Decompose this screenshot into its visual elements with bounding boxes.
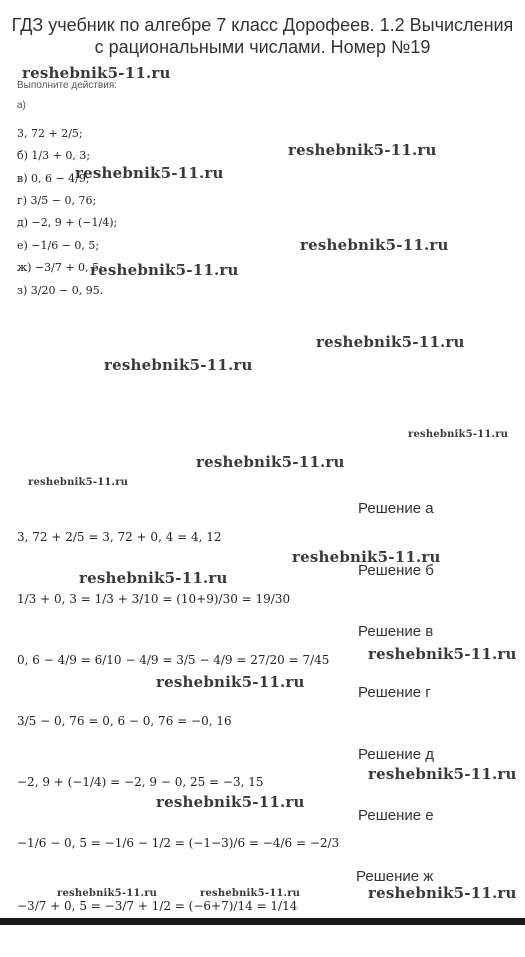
watermark: reshebnik5-11.ru xyxy=(288,141,437,159)
task-item: 3, 72 + 2/5; xyxy=(17,127,83,140)
solution-heading: Решение г xyxy=(358,684,431,701)
task-item: д) −2, 9 + (−1/4); xyxy=(17,216,118,229)
watermark: reshebnik5-11.ru xyxy=(300,236,449,254)
task-item: з) 3/20 − 0, 95. xyxy=(17,284,104,297)
watermark: reshebnik5-11.ru xyxy=(368,765,517,783)
solution-text: −1/6 − 0, 5 = −1/6 − 1/2 = (−1−3)/6 = −4/6 = −2/3 xyxy=(17,836,340,850)
watermark: reshebnik5-11.ru xyxy=(22,64,171,82)
solution-heading: Решение а xyxy=(358,500,434,517)
task-item: ж) −3/7 + 0, 5; xyxy=(17,261,103,274)
page-title: ГДЗ учебник по алгебре 7 класс Дорофеев. 1.2 Вычисления с рациональными числами. Номер №19 xyxy=(11,15,514,57)
task-item: г) 3/5 − 0, 76; xyxy=(17,194,97,207)
watermark: reshebnik5-11.ru xyxy=(316,333,465,351)
solution-text: 3, 72 + 2/5 = 3, 72 + 0, 4 = 4, 12 xyxy=(17,530,222,544)
watermark: reshebnik5-11.ru xyxy=(368,884,517,902)
solution-text: 1/3 + 0, 3 = 1/3 + 3/10 = (10+9)/30 = 19/30 xyxy=(17,592,291,606)
solution-text: −2, 9 + (−1/4) = −2, 9 − 0, 25 = −3, 15 xyxy=(17,775,264,789)
watermark: reshebnik5-11.ru xyxy=(104,356,253,374)
watermark: reshebnik5-11.ru xyxy=(90,261,239,279)
solution-text: 0, 6 − 4/9 = 6/10 − 4/9 = 3/5 − 4/9 = 27/20 = 7/45 xyxy=(17,653,330,667)
task-item: б) 1/3 + 0, 3; xyxy=(17,149,91,162)
solution-heading: Решение ж xyxy=(356,868,434,885)
watermark: reshebnik5-11.ru xyxy=(28,477,129,488)
solution-heading: Решение в xyxy=(358,623,434,640)
watermark: reshebnik5-11.ru xyxy=(408,429,509,440)
solution-heading: Решение е xyxy=(358,807,434,824)
bottom-bar xyxy=(0,918,525,925)
watermark: reshebnik5-11.ru xyxy=(292,548,441,566)
watermark: reshebnik5-11.ru xyxy=(57,888,158,899)
watermark: reshebnik5-11.ru xyxy=(196,453,345,471)
task-item: е) −1/6 − 0, 5; xyxy=(17,239,100,252)
watermark: reshebnik5-11.ru xyxy=(156,793,305,811)
solution-heading: Решение д xyxy=(358,746,434,763)
task-item: в) 0, 6 − 4/9; xyxy=(17,172,90,185)
instruction-text: Выполните действия: xyxy=(17,80,118,91)
task-item: а) xyxy=(17,100,26,111)
solution-text: 3/5 − 0, 76 = 0, 6 − 0, 76 = −0, 16 xyxy=(17,714,232,728)
watermark: reshebnik5-11.ru xyxy=(75,164,224,182)
solution-text: −3/7 + 0, 5 = −3/7 + 1/2 = (−6+7)/14 = 1/14 xyxy=(17,899,298,913)
watermark: reshebnik5-11.ru xyxy=(156,673,305,691)
watermark: reshebnik5-11.ru xyxy=(200,888,301,899)
solution-heading: Решение б xyxy=(358,562,434,579)
watermark: reshebnik5-11.ru xyxy=(79,569,228,587)
watermark: reshebnik5-11.ru xyxy=(368,645,517,663)
